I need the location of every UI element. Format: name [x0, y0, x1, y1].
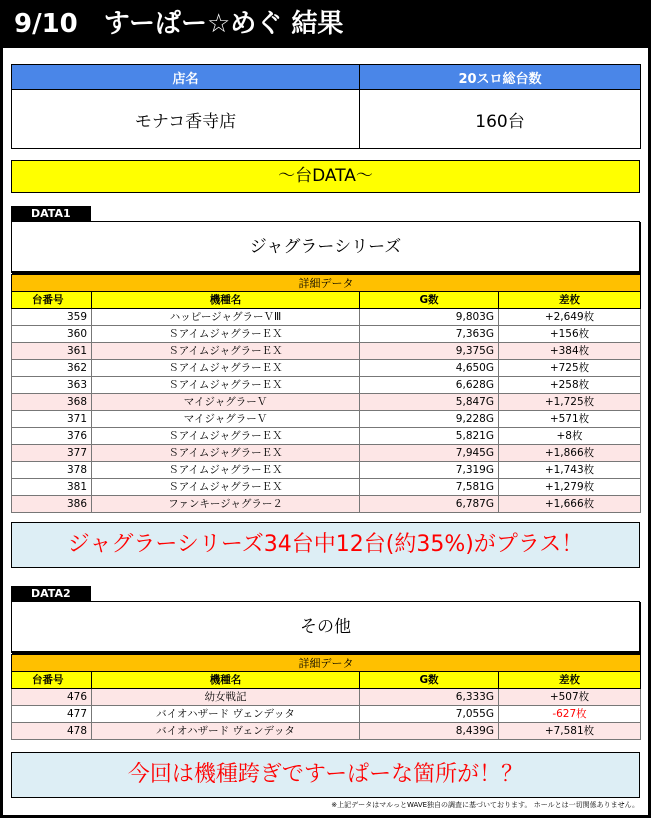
table-row	[12, 689, 641, 706]
data2-detail-title: 詳細データ	[12, 655, 641, 672]
table-row	[12, 723, 641, 740]
table-row	[12, 394, 641, 411]
table-row	[12, 445, 641, 462]
game-count: 7,581G	[360, 479, 499, 496]
game-count: 7,945G	[360, 445, 499, 462]
machine-model: ハッピージャグラーＶⅢ	[92, 309, 360, 326]
machine-number: 381	[12, 479, 92, 496]
data-banner: ～台DATA～	[11, 160, 640, 193]
coin-diff: +156枚	[499, 326, 641, 343]
machine-model: マイジャグラーＶ	[92, 411, 360, 428]
col-header-number: 台番号	[12, 672, 92, 689]
machine-number: 371	[12, 411, 92, 428]
machine-model: ＳアイムジャグラーＥＸ	[92, 462, 360, 479]
coin-diff: -627枚	[499, 706, 641, 723]
col-header-games: G数	[360, 292, 499, 309]
table-row	[12, 462, 641, 479]
machine-count-header: 20スロ総台数	[360, 65, 641, 90]
machine-number: 360	[12, 326, 92, 343]
machine-model: バイオハザード ヴェンデッタ	[92, 723, 360, 740]
coin-diff: +571枚	[499, 411, 641, 428]
machine-model: 幼女戦記	[92, 689, 360, 706]
col-header-model: 機種名	[92, 672, 360, 689]
table-row	[12, 479, 641, 496]
game-count: 4,650G	[360, 360, 499, 377]
coin-diff: +384枚	[499, 343, 641, 360]
machine-model: ＳアイムジャグラーＥＸ	[92, 343, 360, 360]
store-info-table	[11, 64, 641, 149]
table-row	[12, 343, 641, 360]
table-row	[12, 496, 641, 513]
col-header-model: 機種名	[92, 292, 360, 309]
game-count: 7,319G	[360, 462, 499, 479]
machine-number: 378	[12, 462, 92, 479]
coin-diff: +1,866枚	[499, 445, 641, 462]
machine-model: マイジャグラーＶ	[92, 394, 360, 411]
footnote: ※上記データはマルっとWAVE独自の調査に基づいております。 ホールとは一切関係ありません。	[331, 801, 639, 809]
machine-model: ファンキージャグラー２	[92, 496, 360, 513]
table-row	[12, 411, 641, 428]
machine-number: 362	[12, 360, 92, 377]
col-header-diff: 差枚	[499, 672, 641, 689]
table-row	[12, 360, 641, 377]
coin-diff: +507枚	[499, 689, 641, 706]
machine-number: 376	[12, 428, 92, 445]
data2-callout: 今回は機種跨ぎですーぱーな箇所が！？	[11, 752, 640, 798]
machine-model: ＳアイムジャグラーＥＸ	[92, 428, 360, 445]
store-name-header: 店名	[12, 65, 360, 90]
machine-model: ＳアイムジャグラーＥＸ	[92, 377, 360, 394]
machine-model: ＳアイムジャグラーＥＸ	[92, 445, 360, 462]
col-header-games: G数	[360, 672, 499, 689]
machine-number: 368	[12, 394, 92, 411]
data1-tag: DATA1	[11, 206, 91, 221]
page-title: 9/10 すーぱー☆めぐ 結果	[0, 0, 651, 48]
table-row	[12, 428, 641, 445]
game-count: 6,628G	[360, 377, 499, 394]
coin-diff: +1,725枚	[499, 394, 641, 411]
data1-series-title: ジャグラーシリーズ	[11, 221, 640, 273]
coin-diff: +1,279枚	[499, 479, 641, 496]
machine-model: ＳアイムジャグラーＥＸ	[92, 479, 360, 496]
game-count: 6,787G	[360, 496, 499, 513]
game-count: 9,375G	[360, 343, 499, 360]
game-count: 8,439G	[360, 723, 499, 740]
machine-number: 363	[12, 377, 92, 394]
data1-detail-title: 詳細データ	[12, 275, 641, 292]
machine-number: 386	[12, 496, 92, 513]
coin-diff: +8枚	[499, 428, 641, 445]
machine-number: 377	[12, 445, 92, 462]
data2-series-title: その他	[11, 601, 640, 653]
machine-model: ＳアイムジャグラーＥＸ	[92, 360, 360, 377]
machine-number: 476	[12, 689, 92, 706]
coin-diff: +258枚	[499, 377, 641, 394]
col-header-number: 台番号	[12, 292, 92, 309]
coin-diff: +725枚	[499, 360, 641, 377]
game-count: 5,821G	[360, 428, 499, 445]
data1-callout: ジャグラーシリーズ34台中12台(約35%)がプラス！	[11, 522, 640, 568]
game-count: 7,055G	[360, 706, 499, 723]
game-count: 9,803G	[360, 309, 499, 326]
table-row	[12, 326, 641, 343]
coin-diff: +7,581枚	[499, 723, 641, 740]
game-count: 5,847G	[360, 394, 499, 411]
machine-model: ＳアイムジャグラーＥＸ	[92, 326, 360, 343]
data2-table	[11, 654, 641, 740]
game-count: 7,363G	[360, 326, 499, 343]
col-header-diff: 差枚	[499, 292, 641, 309]
game-count: 9,228G	[360, 411, 499, 428]
machine-number: 477	[12, 706, 92, 723]
store-name-value: モナコ香寺店	[12, 90, 360, 149]
data1-table	[11, 274, 641, 513]
table-row	[12, 309, 641, 326]
machine-number: 361	[12, 343, 92, 360]
coin-diff: +1,743枚	[499, 462, 641, 479]
machine-number: 359	[12, 309, 92, 326]
machine-model: バイオハザード ヴェンデッタ	[92, 706, 360, 723]
table-row	[12, 377, 641, 394]
machine-count-value: 160台	[360, 90, 641, 149]
table-row	[12, 706, 641, 723]
machine-number: 478	[12, 723, 92, 740]
coin-diff: +1,666枚	[499, 496, 641, 513]
data2-tag: DATA2	[11, 586, 91, 601]
coin-diff: +2,649枚	[499, 309, 641, 326]
game-count: 6,333G	[360, 689, 499, 706]
